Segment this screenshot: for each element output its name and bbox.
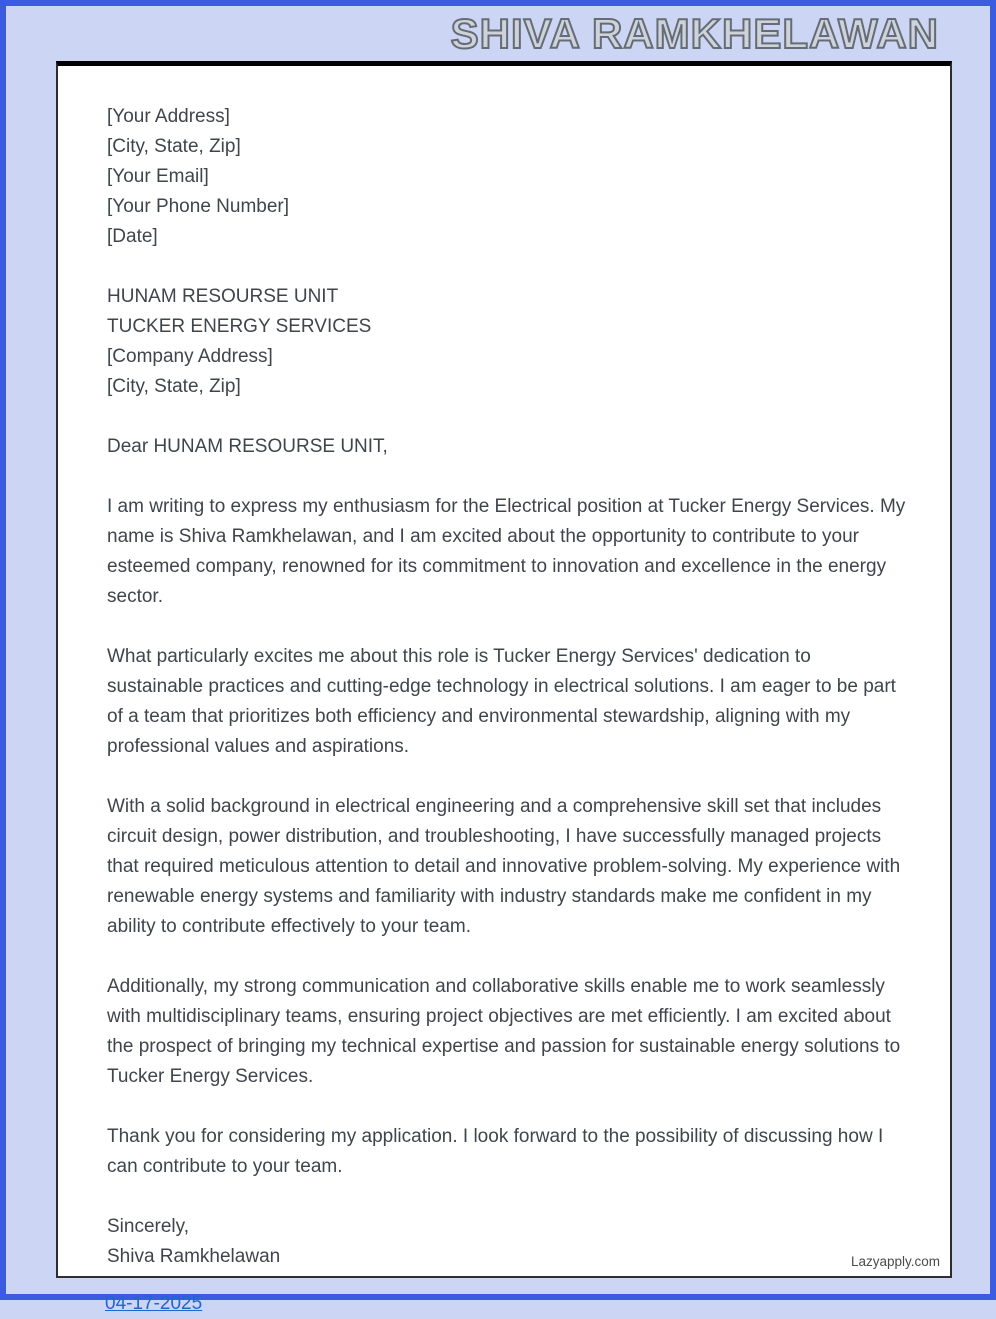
recipient-line: [City, State, Zip] <box>107 376 241 397</box>
date-link[interactable]: 04-17-2025 <box>105 1293 203 1314</box>
letter-body <box>107 102 906 1272</box>
sender-line: [Your Phone Number] <box>107 196 290 217</box>
recipient-line: TUCKER ENERGY SERVICES <box>107 316 372 337</box>
sender-line: [Your Address] <box>107 106 230 127</box>
sender-line: [Date] <box>107 226 158 247</box>
letter-sheet <box>56 61 952 1278</box>
signature-name: Shiva Ramkhelawan <box>107 1246 281 1267</box>
recipient-line: [Company Address] <box>107 346 273 367</box>
sender-line: [City, State, Zip] <box>107 136 241 157</box>
paragraph-motivation: What particularly excites me about this role is Tucker Energy Services' dedication to sustainable practices and cutting-edge technology in electrical solutions. I am eager to be part of a team that prioritizes both efficiency and environmental stewardship, aligning with my professional values and aspirations. <box>107 646 896 757</box>
recipient-address-block <box>107 282 906 402</box>
paragraph-intro: I am writing to express my enthusiasm for the Electrical position at Tucker Energy Services. My name is Shiva Ramkhelawan, and I am excited about the opportunity to contribute to your esteemed company, renowned for its commitment to innovation and excellence in the energy sector. <box>107 496 906 607</box>
sender-line: [Your Email] <box>107 166 209 187</box>
closing-line: Sincerely, <box>107 1216 190 1237</box>
sender-address-block <box>107 102 906 252</box>
lazyapply-watermark: Lazyapply.com <box>850 1254 940 1269</box>
page-title: SHIVA RAMKHELAWAN <box>450 10 939 57</box>
salutation: Dear HUNAM RESOURSE UNIT, <box>107 436 388 457</box>
closing-block <box>107 1212 906 1272</box>
recipient-line: HUNAM RESOURSE UNIT <box>107 286 339 307</box>
paragraph-skills: Additionally, my strong communication and collaborative skills enable me to work seamlessly with multidisciplinary teams, ensuring project objectives are met efficiently. I am excited about the prospect of bringing my technical expertise and passion for sustainable energy solutions to Tucker Energy Services. <box>107 976 901 1087</box>
paragraph-experience: With a solid background in electrical engineering and a comprehensive skill set that includes circuit design, power distribution, and troubleshooting, I have successfully managed projects that required meticulous attention to detail and innovative problem-solving. My experience with renewable energy systems and familiarity with industry standards make me confident in my ability to contribute effectively to your team. <box>107 796 901 937</box>
paragraph-thanks: Thank you for considering my application. I look forward to the possibility of discussing how I can contribute to your team. <box>107 1126 884 1177</box>
